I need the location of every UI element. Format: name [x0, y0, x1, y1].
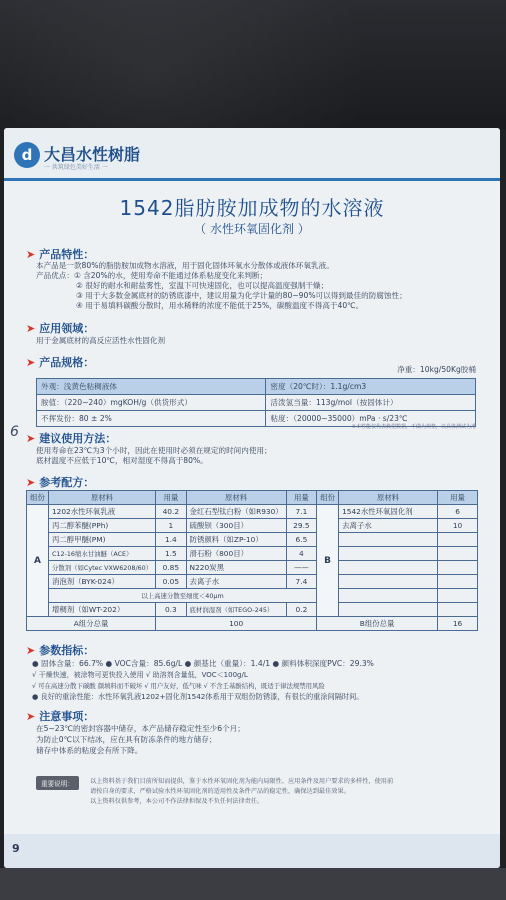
- background-top: [0, 0, 506, 130]
- col-header: 原材料: [186, 491, 286, 505]
- col-header: 用量: [156, 491, 186, 505]
- arrow-icon: ➤: [26, 356, 36, 369]
- col-header: 原材料: [48, 491, 155, 505]
- empty-cell: [339, 561, 438, 575]
- recipe-table: [26, 490, 478, 631]
- footer-band: [4, 834, 500, 868]
- notes-line: 在5~23℃的密封容器中储存，本产品储存稳定性至少6个月；: [36, 724, 245, 733]
- features-heading: ➤ 产品特性：: [26, 248, 95, 261]
- notes-heading: ➤ 注意事项：: [26, 710, 95, 723]
- empty-cell: [339, 603, 438, 617]
- material-cell: N220炭黑: [186, 561, 286, 575]
- group-a-label: A: [27, 505, 49, 617]
- col-header: 用量: [438, 491, 478, 505]
- col-header: 组份: [317, 491, 339, 505]
- usage-line: 使用寿命在23℃为3个小时，因此在使用时必须在规定的时间内使用；: [36, 446, 272, 455]
- notes-line: 储存中体系的粘度会有所下降。: [36, 746, 143, 755]
- features-line: ③ 用于大多数金属底材的防锈底漆中，建议用量为化学计量的80~90%可以得到最佳的防腐蚀性；: [76, 291, 407, 300]
- brand-logo-icon: d: [14, 142, 40, 168]
- spec-cell: 密度（20℃时）：1.1g/cm3: [266, 379, 476, 395]
- empty-cell: [438, 533, 478, 547]
- material-cell: 防锈颜料（如ZP-10）: [186, 533, 286, 547]
- material-cell: 丙二醇苯醚(PPh): [48, 519, 155, 533]
- amount-cell: 1: [156, 519, 186, 533]
- arrow-icon: ➤: [26, 476, 36, 489]
- amount-cell: 7.4: [286, 575, 316, 589]
- material-cell: 硫酸钡（300目）: [186, 519, 286, 533]
- arrow-icon: ➤: [26, 322, 36, 335]
- table-row: [27, 505, 478, 519]
- brochure-page: [4, 128, 500, 868]
- amount-cell: 6.5: [286, 533, 316, 547]
- spec-table: [36, 378, 476, 427]
- amount-cell: 4: [286, 547, 316, 561]
- col-header: 原材料: [339, 491, 438, 505]
- empty-cell: [438, 561, 478, 575]
- amount-cell: 0.85: [156, 561, 186, 575]
- important-line: 请按自身的要求，严格试验水性环氧固化剂的适用性及条件产品的稳定性，确保达到最佳效果。: [90, 788, 350, 795]
- material-cell: 金红石型钛白粉（如R930）: [186, 505, 286, 519]
- material-cell: C12-16缩水甘油醚（ACE）: [48, 547, 155, 561]
- empty-cell: [438, 603, 478, 617]
- recipe-heading: ➤ 参考配方：: [26, 476, 95, 489]
- a-total-label: A组分总量: [27, 617, 156, 631]
- material-cell: 去离子水: [186, 575, 286, 589]
- amount-cell: 0.2: [286, 603, 316, 617]
- empty-cell: [438, 575, 478, 589]
- dispersion-note: 以上高速分散至细度＜40μm: [48, 589, 316, 603]
- net-weight: 净重：10kg/50Kg胶桶: [397, 365, 476, 374]
- arrow-icon: ➤: [26, 644, 36, 657]
- header-band: [4, 128, 500, 181]
- empty-cell: [438, 589, 478, 603]
- notes-line: 为防止0℃以下结冰，应在具有防冻条件的地方储存；: [36, 735, 217, 744]
- material-cell: 去离子水: [339, 519, 438, 533]
- empty-cell: [438, 547, 478, 561]
- table-row: [27, 603, 478, 617]
- col-header: 用量: [286, 491, 316, 505]
- amount-cell: 1.4: [156, 533, 186, 547]
- arrow-icon: ➤: [26, 248, 36, 261]
- amount-cell: 40.2: [156, 505, 186, 519]
- important-line: 以上资料仅供参考，本公司不作法律担保及不负任何法律责任。: [90, 798, 264, 805]
- amount-cell: 29.5: [286, 519, 316, 533]
- features-line: 产品优点：① 含20%的水，使用寿命不能通过体系粘度变化来判断；: [36, 271, 268, 280]
- empty-cell: [339, 547, 438, 561]
- material-cell: 1202水性环氧乳液: [48, 505, 155, 519]
- handwritten-mark: 6: [10, 424, 19, 440]
- amount-cell: 0.3: [156, 603, 186, 617]
- params-line: √ 可在高速分散下碳酸 颜填料而不破坏 √ 用户友好，低气味 √ 不含壬基酚结构，既适于律法规禁用风险: [32, 682, 325, 690]
- application-text: 用于金属底材的高反应活性水性固化剂: [36, 336, 166, 345]
- params-line: √ 干燥快速，被涂物可更快投入使用 √ 助溶剂含量低，VOC＜100g/L: [32, 671, 248, 679]
- spec-cell: 外观：浅黄色粘稠液体: [37, 379, 266, 395]
- empty-cell: [339, 533, 438, 547]
- features-line: 本产品是一款80%的脂肪胺加成物水溶液，用于固化固体环氧水分散体或液体环氧乳液。: [36, 261, 334, 270]
- spec-cell: 不挥发份：80 ± 2%: [37, 411, 266, 427]
- b-total-value: 16: [438, 617, 478, 631]
- b-total-label: B组份总量: [317, 617, 438, 631]
- table-row: [27, 533, 478, 547]
- amount-cell: 0.05: [156, 575, 186, 589]
- page-subtitle: （ 水性环氧固化剂 ）: [194, 222, 310, 236]
- usage-heading: ➤ 建议使用方法：: [26, 432, 117, 445]
- important-line: 以上资料基于我们目前所知而提供，鉴于水性环氧固化剂为能内局限性、应用条件及用户要求的多样性，使用前: [90, 778, 394, 785]
- material-cell: 底材润湿剂（如TEGO-245）: [186, 603, 286, 617]
- arrow-icon: ➤: [26, 710, 36, 723]
- empty-cell: [339, 575, 438, 589]
- params-heading: ➤ 参数指标：: [26, 644, 95, 657]
- col-header: 组份: [27, 491, 49, 505]
- amount-cell: ——: [286, 561, 316, 575]
- spec-note: ※本性能仅代表典型数据，不做为规格，以具体测试为准: [351, 424, 476, 430]
- usage-line: 底材温度不应低于10℃，相对湿度不得高于80%。: [36, 456, 208, 465]
- page-number: 9: [12, 842, 20, 855]
- specs-heading: ➤ 产品规格：: [26, 356, 95, 369]
- features-line: ② 很好的耐水和耐盐雾性，室温下可快速固化，也可以提高温度强制干燥；: [76, 281, 329, 290]
- spec-cell: 粘度：（20000~35000）mPa · s/23℃: [266, 411, 476, 427]
- brand-slogan: 一 共筑绿色美好生活 一: [44, 164, 108, 171]
- table-row: [27, 519, 478, 533]
- material-cell: 滑石粉（800目）: [186, 547, 286, 561]
- params-line: ● 良好的重涂性能：水性环氧乳液1202+固化剂1542体系用于双组份防锈漆，有很长的重涂间隔时间。: [32, 692, 364, 701]
- params-line: ● 固体含量：66.7% ● VOC含量：85.6g/L ● 颜基比（重量）：1.4/1 ● 颜料体积深度PVC：29.3%: [32, 659, 374, 668]
- application-heading: ➤ 应用领域：: [26, 322, 95, 335]
- a-total-value: 100: [156, 617, 317, 631]
- background-bottom: [0, 868, 506, 900]
- important-badge: 重要说明：: [36, 776, 79, 790]
- material-cell: 消泡剂（BYK-024）: [48, 575, 155, 589]
- amount-cell: 7.1: [286, 505, 316, 519]
- material-cell: 增稠剂（如WT-202）: [48, 603, 155, 617]
- table-row: [27, 575, 478, 589]
- table-row: [27, 589, 478, 603]
- table-row: [27, 561, 478, 575]
- material-cell: 丙二醇甲醚(PM): [48, 533, 155, 547]
- material-cell: 1542水性环氧固化剂: [339, 505, 438, 519]
- amount-cell: 1.5: [156, 547, 186, 561]
- amount-cell: 6: [438, 505, 478, 519]
- total-row: [27, 617, 478, 631]
- recipe-header-row: [27, 491, 478, 505]
- features-line: ④ 用于易填料碳酸分散时，用水稀释的浓度不能低于25%，碳酸温度不得高于40℃。: [76, 301, 364, 310]
- spec-cell: 活泼氢当量：113g/mol（按固体计）: [266, 395, 476, 411]
- brand-name: 大昌水性树脂: [44, 145, 141, 164]
- arrow-icon: ➤: [26, 432, 36, 445]
- amount-cell: 10: [438, 519, 478, 533]
- empty-cell: [339, 589, 438, 603]
- group-b-label: B: [317, 505, 339, 617]
- material-cell: 分散剂（如Cytec VXW6208/60）: [48, 561, 155, 575]
- spec-cell: 胺值：（220~240）mgKOH/g（供货形式）: [37, 395, 266, 411]
- table-row: [27, 547, 478, 561]
- page-title: 1542脂肪胺加成物的水溶液: [119, 196, 385, 220]
